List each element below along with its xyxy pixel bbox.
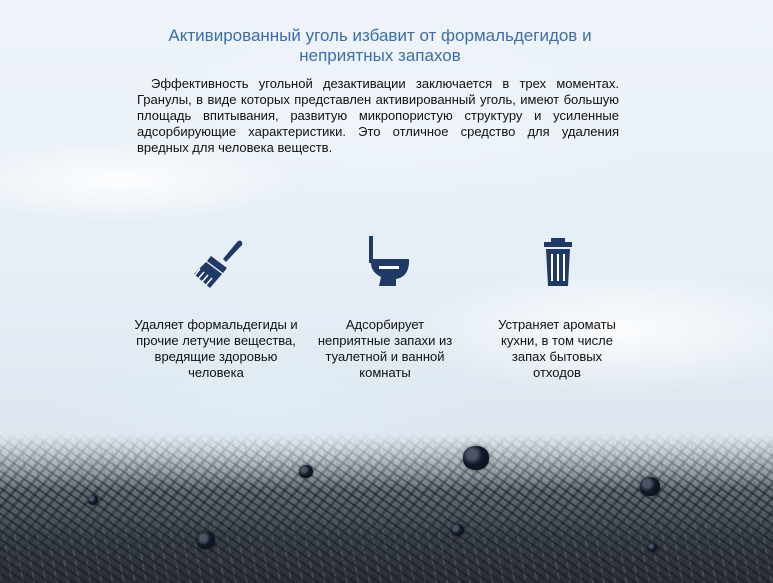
charcoal-granule bbox=[640, 477, 660, 496]
section-description: Эффективность угольной дезактивации заключается в трех моментах. Гранулы, в виде которых представлен активированный уголь, имеют большую площадь впитывания, развитую микропористую структуру и усиленные адсорбирующие характеристики. Это отличное средство для удаления вредных для человека веществ. bbox=[137, 76, 619, 155]
charcoal-granule bbox=[648, 543, 657, 552]
charcoal-granule bbox=[299, 465, 313, 478]
section-title: Активированный уголь избавит от формальдегидов и неприятных запахов bbox=[168, 26, 592, 65]
charcoal-granule bbox=[463, 446, 489, 470]
charcoal-granule bbox=[197, 532, 215, 549]
toilet-icon bbox=[362, 234, 418, 290]
feature-bathroom-odor-text: Адсорбирует неприятные запахи из туалетной и ванной комнаты bbox=[317, 317, 453, 380]
feature-kitchen-odor-text: Устраняет ароматы кухни, в том числе запах бытовых отходов bbox=[498, 317, 616, 380]
charcoal-granule bbox=[451, 524, 464, 536]
trash-can-icon bbox=[530, 234, 586, 290]
feature-formaldehyde-text: Удаляет формальдегиды и прочие летучие вещества, вредящие здоровью человека bbox=[134, 317, 298, 380]
paint-brush-icon bbox=[190, 236, 246, 292]
charcoal-background bbox=[0, 433, 773, 583]
charcoal-granule bbox=[88, 495, 98, 505]
